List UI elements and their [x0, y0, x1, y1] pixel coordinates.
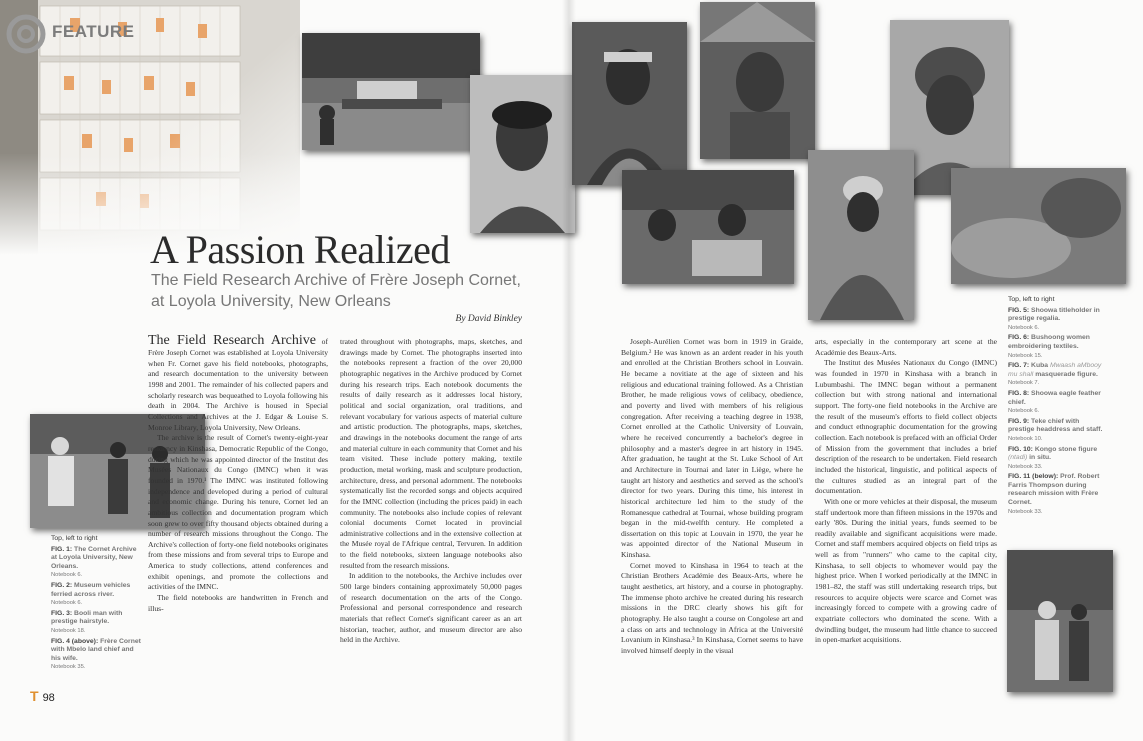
caption-note: Notebook 10. [1008, 435, 1043, 442]
caption-fig-1: FIG. 1: The Cornet Archive at Loyola University, New Orleans. [51, 545, 137, 570]
caption-fig-10: FIG. 10: Kongo stone figure (ntadi) in situ. [1008, 445, 1098, 462]
caption-note: Notebook 35. [51, 664, 86, 671]
caption-header: Top, left to right [1008, 296, 1055, 303]
caption-fig-8: FIG. 8: Shoowa eagle feather chief. [1008, 389, 1101, 406]
body-column-1 [148, 334, 328, 614]
body-column-2 [340, 337, 522, 646]
caption-note: Notebook 18. [51, 627, 86, 634]
caption-note: Notebook 33. [1008, 508, 1043, 515]
col4-paragraph-1: arts, especially in the contemporary art scene at the Académie des Beaux-Arts. [815, 337, 997, 357]
caption-fig-2: FIG. 2: Museum vehicles ferried across river. [51, 581, 131, 598]
col1-paragraph-1: The Field Research Archive of Frère Joseph Cornet was established at Loyola University when Fr. Cornet gave his field notebooks, photographs, and research documentation to the university between 1998 and 2001. The remainder of his collected papers and scholarly research was bequeathed to Loyola following his death in 2004. The Archive is housed in Special Collections and Archives at the J. Edgar & Louise S. Monroe Library, Loyola University, New Orleans. [148, 333, 328, 432]
tribal-t-icon: T [30, 688, 39, 704]
col1-paragraph-2: The archive is the result of Cornet's twenty-eight-year residency in Kinshasa, Democratic Republic of the Congo, during which he was appointed director of the Institut des Musées Nationaux du Congo (IMNC) when it was founded in 1970.¹ The IMNC was instituted following independence and developed during a period of cultural and economic change. During his tenure, Cornet led an ambitious collection and documentation program which soon grew to over fifty thousand objects obtained during a number of research missions throughout the Congo. The Archive's collection of forty-one field notebooks originates from these missions and from several trips to Europe and America to study collections, attend conferences and exhibit openings, and promote the collections and activities of the IMNC. [148, 433, 328, 592]
caption-fig-3: FIG. 3: Booli man with prestige hairstyle. [51, 609, 123, 626]
body-column-3 [621, 337, 803, 657]
caption-fig-4: FIG. 4 (above): Frère Cornet with Mbelo land chief and his wife. [51, 637, 141, 662]
caption-fig-7: FIG. 7: Kuba Mwaash aMbooy mu shall masquerade figure. [1008, 362, 1102, 378]
kongo-stone-figure-photo [951, 168, 1126, 284]
col4-paragraph-2: The Institut des Musées Nationaux du Congo (IMNC) was founded in 1970 in Kinshasa with a branch in Lubumbashi. The IMNC began without a permanent collection but with strong national and international support. The forty-one field notebooks in the Archive are the result of the museum's efforts to field collect objects and conduct ethnographic documentation for the growing collection. Each notebook is prefaced with an official Order of Mission from the government that includes a brief description of the research to be undertaken. Field research included the historical, linguistic, and political aspects of the cultures studied as an integral part of the documentation. [815, 358, 997, 496]
caption-fig-6: FIG. 6: Bushoong women embroidering textiles. [1008, 334, 1090, 350]
right-captions [1008, 296, 1104, 516]
embroidering-textiles-photo [622, 170, 794, 284]
caption-header: Top, left to right [51, 535, 98, 542]
ferry-vehicles-photo [302, 33, 480, 150]
caption-fig-9: FIG. 9: Teke chief with prestige headdress and staff. [1008, 417, 1103, 434]
byline: By David Binkley [455, 314, 522, 324]
shoowa-titleholder-photo [572, 22, 687, 185]
page-number: 98 [42, 692, 55, 704]
subtitle-line-1: The Field Research Archive of Frère Joseph Cornet, [151, 272, 521, 289]
caption-note: Notebook 6. [51, 600, 83, 607]
page-folio [30, 688, 55, 704]
caption-note: Notebook 7. [1008, 380, 1040, 387]
article-subtitle [151, 270, 571, 312]
spiral-logo-icon [6, 14, 46, 54]
caption-note: Notebook 15. [1008, 352, 1043, 359]
caption-note: Notebook 6. [1008, 324, 1040, 331]
col2-paragraph-1: trated throughout with photographs, maps, sketches, and drawings made by Cornet. The photographs inserted into the notebooks represent a fraction of the over 20,000 photographic negatives in the Archive produced by Cornet during his research trips. Each notebook documents the results of daily research as it addresses local history, political and social organization, oral traditions, and relevant vocabulary for various aspects of material culture and artistic production. The photographs, maps, sketches, and drawings in the notebooks document the range of arts and material culture in each community that Cornet and his team visited. These include pottery making, textile production, metal working, mask and sculpture production, architecture, dress, and personal adornment. The notebooks systematically list the recorded songs and objects acquired for the IMNC collection (including the prices paid) in each community. The notebooks also include copies of relevant colonial documents Cornet located in provincial administrative collections and in the extensive collection at the Musée royal de l'Afrique central, Tervuren. In addition to the field notebooks, sixteen language notebooks also resulted from the research missions. [340, 337, 522, 570]
body-column-4 [815, 337, 997, 646]
caption-note: Notebook 6. [1008, 408, 1040, 415]
lead-in: The Field Research Archive [148, 333, 316, 348]
col4-paragraph-3: With one or more vehicles at their disposal, the museum staff undertook more than fifteen missions in the 1970s and early '80s. During the initial years, funds seemed to be readily available and significant acquisitions were made. Cornet and staff members acquired objects on field trips as well as from "runners" who came to the capital city, Kinshasa, to sell objects to whomever would pay the highest price. When I worked periodically at the IMNC in 1981–82, the staff was still undertaking research trips, but resources to acquire objects were scarce and Cornet was increasingly forced to compete with a growing cadre of expatriate collectors who dominated the scene. With a dwindling budget, the museum had little chance to succeed in open-market acquisitions. [815, 496, 997, 645]
col3-paragraph-2: Cornet moved to Kinshasa in 1964 to teach at the Christian Brothers Académie des Beaux-Arts, where he taught aesthetics, art history, and a course in photography. The immense photo archive he created during his research missions in the DRC clearly shows his gift for photography. He also taught a course on Congolese art and a class on arts and technology in Africa at the Université Lovanium in Kinshasa.³ In Kinshasa, Cornet seems to have involved himself deeply in the visual [621, 560, 803, 656]
caption-fig-5: FIG. 5: Shoowa titleholder in prestige regalia. [1008, 306, 1100, 323]
page-gutter [562, 0, 576, 741]
subtitle-line-2: at Loyola University, New Orleans [151, 293, 391, 310]
teke-chief-photo [808, 150, 914, 320]
bushoong-women-photo [700, 2, 815, 159]
left-captions [51, 535, 143, 672]
caption-note: Notebook 33. [1008, 463, 1043, 470]
col1-paragraph-3: The field notebooks are handwritten in French and illus- [148, 593, 328, 613]
booli-man-photo [470, 75, 575, 233]
caption-fig-11: FIG. 11 (below): Prof. Robert Farris Thompson during research mission with Frère Cornet. [1008, 473, 1100, 507]
thompson-cornet-photo [1007, 550, 1113, 692]
section-label: FEATURE [52, 22, 135, 41]
col3-paragraph-1: Joseph-Aurélien Cornet was born in 1919 in Graide, Belgium.² He was known as an ardent reader in his youth and enrolled at the Christian Brothers school in Louvain. He became a novitiate at the age of sixteen and his religious and educational training followed. As a Christian Brother, he made religious vows of celibacy, obedience, and poverty and lived with members of his religious congregation. After receiving a teaching degree in 1938, Cornet enrolled at the Catholic University of Louvain, where he received concurrently a bachelor's degree in philosophy and a master's degree in art history in 1945. After graduation, he taught at the St. Luke School of Art and Architecture in Tournai and later in Liège, where he taught art history and aesthetics and served as the school's director for two years. During this time, his interest in historical architecture led him to the study of the Romanesque cathedral at Tournai, whose building program began in the mid-twelfth century. He completed a dissertation on this topic at Louvain in 1970, the year he was appointed director of the National Museum in Kinshasa. [621, 337, 803, 560]
article-title: A Passion Realized [150, 227, 450, 272]
col2-paragraph-2: In addition to the notebooks, the Archive includes over 500 large binders containing approximately 50,000 pages of research documentation on the arts of the Congo. Professional and personal correspondence and research materials that reflect Cornet's significant career as an art historian, teacher, author, and museum director are also held in the Archive. [340, 571, 522, 645]
caption-note: Notebook 6. [51, 572, 83, 579]
